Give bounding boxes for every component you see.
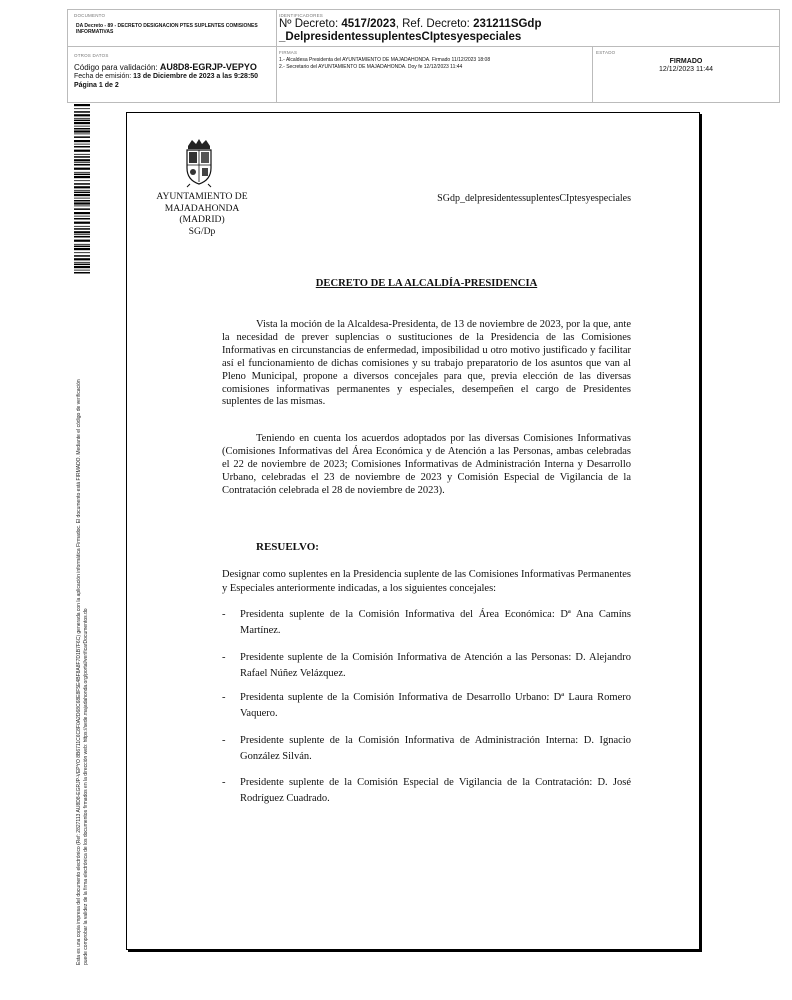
- list-item: - Presidente suplente de la Comisión Especial de Vigilancia de la Contratación: D. José Rodríguez Cuadrado.: [222, 777, 631, 804]
- barcode: [74, 104, 90, 276]
- document-page-frame: [126, 112, 700, 950]
- letterhead: [150, 191, 254, 237]
- document-header: [67, 9, 780, 103]
- firma-2: 2.- Secretario del AYUNTAMIENTO DE MAJADAHONDA. Doy fe 12/12/2023 11:44: [279, 64, 463, 70]
- letterhead-line1: AYUNTAMIENTO DE: [156, 191, 248, 202]
- codigo-validacion: Código para validación: AU8D8-EGRJP-VEPYO: [74, 62, 257, 72]
- letterhead-line2: MAJADAHONDA: [164, 202, 240, 214]
- firmas-label: FIRMAS: [279, 50, 298, 55]
- resuelvo-heading: RESUELVO:: [256, 541, 319, 553]
- verification-side-text: Esta es una copia impresa del documento electrónico (Ref: 2827113 AU8D8-EGRJP-VEPYO 8B6711C6C8F0A2D68C68E8F5E4BF8A8F7D1B7F6C) generada con la aplicación informática Firmadoc. El documento está FIRMADO. Mediante el código de verificación puede comprobar la validez de la firma electrónica de los documentos firmados en la dirección web: https://sede.majadahonda.org/portal/verificarDocumentos.do: [76, 379, 89, 965]
- document-reference: SGdp_delpresidentessuplentesCIptesyespeciales: [437, 193, 631, 204]
- paragraph-1: Vista la moción de la Alcaldesa-Presidenta, de 13 de noviembre de 2023, por la que, ante la necesidad de prever suplencias o sustituciones de la Presidencia de las Comisiones Informativas en circunstancias de enfermedad, imposibilidad u otro motivo justificado y facilitar así el funcionamiento de dichas comisiones y su trabajo preparatorio de los asuntos que van al Pleno Municipal, propone a diversos concejales para que, previa elección de las diversas comisiones informativas permanentes y especiales, desempeñen el cargo de Presidentes suplentes de las mismas.: [222, 319, 631, 408]
- list-item: - Presidenta suplente de la Comisión Informativa del Área Económica: Dª Ana Camíns Martínez.: [222, 609, 631, 636]
- list-item: - Presidente suplente de la Comisión Informativa de Administración Interna: D. Ignacio González Silván.: [222, 735, 631, 762]
- estado-label: ESTADO: [596, 50, 616, 55]
- document-title: DECRETO DE LA ALCALDÍA-PRESIDENCIA: [315, 278, 538, 289]
- paragraph-3: Designar como suplentes en la Presidencia suplente de las Comisiones Informativas Permanentes y Especiales anteriormente indicadas, a los siguientes concejales:: [222, 569, 631, 594]
- firma-1: 1.- Alcaldesa Presidenta del AYUNTAMIENTO DE MAJADAHONDA. Firmado 11/12/2023 18:08: [279, 57, 491, 63]
- identificadores-label: IDENTIFICADORES: [279, 13, 324, 18]
- coat-of-arms-icon: [182, 138, 216, 188]
- paragraph-2: Teniendo en cuenta los acuerdos adoptados por las diversas Comisiones Informativas (Comisiones Informativas del Área Económica y de Atención a las Personas, ambas celebradas el 22 de noviembre de 2023; Comisiones Informativas de Administración Interna y Desarrollo Urbano, celebradas el 23 de noviembre de 2023 y Comisión Especial de Vigilancia de la Contratación celebrada el 28 de noviembre de 2023).: [222, 433, 631, 496]
- estado-value: FIRMADO: [669, 58, 703, 65]
- decreto-number: Nº Decreto: 4517/2023, Ref. Decreto: 231211SGdp _DelpresidentessuplentesCIptesyespeciales: [279, 18, 542, 43]
- pagina: Página 1 de 2: [74, 82, 119, 89]
- fecha-emision: Fecha de emisión: 13 de Diciembre de 2023 a las 9:28:50: [74, 73, 259, 80]
- documento-label: DOCUMENTO: [74, 13, 106, 18]
- otros-datos-label: OTROS DATOS: [74, 53, 109, 58]
- letterhead-line4: SG/Dp: [188, 225, 216, 237]
- documento-value: DA Decreto - 89 - DECRETO DESIGNACION PTES SUPLENTES COMISIONES INFORMATIVAS: [76, 23, 258, 35]
- list-item: - Presidente suplente de la Comisión Informativa de Atención a las Personas: D. Alejandro Rafael Núñez Velázquez.: [222, 652, 631, 679]
- estado-fecha: 12/12/2023 11:44: [659, 66, 713, 73]
- letterhead-line3: (MADRID): [179, 214, 225, 225]
- list-item: - Presidenta suplente de la Comisión Informativa de Desarrollo Urbano: Dª Laura Romero Vaquero.: [222, 692, 631, 719]
